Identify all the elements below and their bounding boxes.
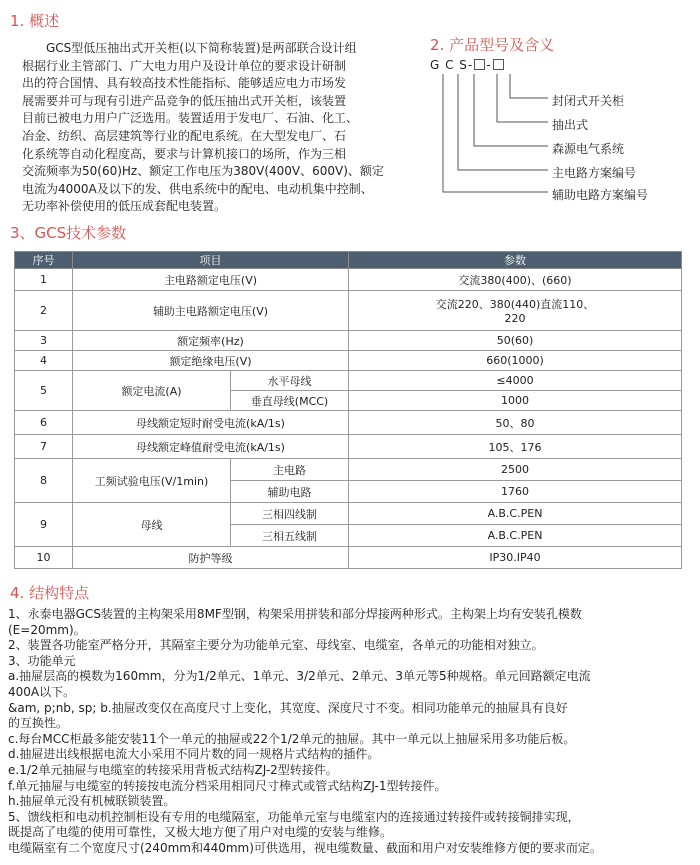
- table-row: [15, 291, 682, 331]
- row-subitem: 三相四线制: [231, 503, 349, 525]
- intro-line: 出的符合国情、具有较高技术性能指标、能够适应电力市场发: [22, 76, 347, 91]
- code-box-1: [474, 59, 485, 70]
- tech-params-table: [14, 251, 682, 569]
- row-subitem: 主电路: [231, 459, 349, 481]
- meaning-item: 辅助电路方案编号: [552, 188, 649, 202]
- intro-line: 目前已被电力用户广泛选用。装置适用于发电厂、石油、化工、: [22, 111, 359, 126]
- feature-line: 400A以下。: [8, 684, 76, 699]
- feature-line: d.抽屉进出线根据电流大小采用不同片数的同一规格片式结构的插件。: [8, 747, 380, 762]
- row-value: 105、176: [349, 435, 682, 459]
- feature-line: 3、功能单元: [8, 653, 76, 668]
- section-3-title: 3、GCS技术参数: [10, 224, 127, 242]
- intro-line: 冶金、纺织、高层建筑等行业的配电系统。在大型发电厂、石: [22, 128, 347, 143]
- row-no: 4: [15, 351, 73, 371]
- section-4-title: 4. 结构特点: [10, 584, 90, 602]
- table-row: [15, 459, 682, 481]
- row-item: 工频试验电压(V/1min): [73, 459, 231, 503]
- row-value-line: 交流220、380(440)直流110、: [435, 298, 595, 311]
- table-row: [15, 411, 682, 435]
- model-code-dash: -: [486, 58, 492, 72]
- feature-line: (E=20mm)。: [8, 622, 86, 637]
- feature-line: 既提高了电缆的使用可靠性，又极大地方便了用户对电缆的安装与维修。: [8, 825, 393, 840]
- row-value: 50(60): [349, 331, 682, 351]
- section-1-title: 1. 概述: [10, 12, 60, 30]
- row-no: 10: [15, 547, 73, 569]
- row-subitem: 三相五线制: [231, 525, 349, 547]
- table-row: [15, 269, 682, 291]
- row-value: A.B.C.PEN: [349, 525, 682, 547]
- overview-paragraph: [22, 40, 412, 216]
- feature-line: c.每台MCC柜最多能安装11个一单元的抽屉或22个1/2单元的抽屉。其中一单元以上抽屉采用多功能后板。: [8, 731, 576, 746]
- header-item: 项目: [73, 252, 349, 269]
- table-row: [15, 547, 682, 569]
- table-row: [15, 371, 682, 391]
- row-no: 3: [15, 331, 73, 351]
- row-no: 2: [15, 291, 73, 331]
- table-row: [15, 351, 682, 371]
- row-value: [349, 291, 682, 331]
- row-subitem: 辅助电路: [231, 481, 349, 503]
- row-no: 8: [15, 459, 73, 503]
- model-code-prefix: G C S-: [430, 58, 474, 72]
- row-item: 母线额定短时耐受电流(kA/1s): [73, 411, 349, 435]
- feature-line: e.1/2单元抽屉与电缆室的转接采用背板式结构ZJ-2型转接件。: [8, 762, 338, 777]
- feature-line: 电缆隔室有二个宽度尺寸(240mm和440mm)可供选用，视电缆数量、截面和用户对安装维修方便的要求而定。: [8, 840, 602, 855]
- structure-features: [8, 607, 694, 857]
- row-item: 防护等级: [73, 547, 349, 569]
- model-code: [430, 58, 505, 72]
- row-no: 9: [15, 503, 73, 547]
- row-value: 交流380(400)、(660): [349, 269, 682, 291]
- row-item: 额定频率(Hz): [73, 331, 349, 351]
- row-value: 2500: [349, 459, 682, 481]
- row-value: 50、80: [349, 411, 682, 435]
- table-row: [15, 503, 682, 525]
- row-no: 1: [15, 269, 73, 291]
- feature-line: 5、馈线柜和电动机控制柜设有专用的电缆隔室，功能单元室与电缆室内的连接通过转接件或转接铜排实现，: [8, 809, 580, 824]
- row-item: 辅助主电路额定电压(V): [73, 291, 349, 331]
- row-item: 主电路额定电压(V): [73, 269, 349, 291]
- meaning-item: 主电路方案编号: [552, 166, 637, 180]
- intro-line: 交流频率为50(60)Hz、额定工作电压为380V(400V、600V)、额定: [22, 164, 384, 179]
- feature-line: &am, p;nb, sp; b.抽屉改变仅在高度尺寸上变化，其宽度、深度尺寸不变。相同功能单元的抽屉具有良好: [8, 700, 568, 715]
- feature-line: f.单元抽屉与电缆室的转接按电流分档采用相同尺寸棒式或管式结构ZJ-1型转接件。: [8, 778, 447, 793]
- intro-line: GCS型低压抽出式开关柜(以下简称装置)是两部联合设计组: [46, 41, 357, 55]
- intro-line: 无功率补偿使用的低压成套配电装置。: [22, 199, 227, 214]
- intro-line: 电流为4000A及以下的发、供电系统中的配电、电动机集中控制、: [22, 181, 373, 196]
- code-box-2: [493, 59, 504, 70]
- intro-line: 展需要并可与现有引进产品竞争的低压抽出式开关柜，该装置: [22, 93, 347, 108]
- feature-line: 的互换性。: [8, 716, 69, 731]
- model-code-leader-lines: [430, 72, 550, 202]
- row-item: 母线额定峰值耐受电流(kA/1s): [73, 435, 349, 459]
- meaning-item: 森源电气系统: [552, 142, 625, 156]
- meaning-item: 抽出式: [552, 118, 589, 132]
- row-value: IP30.IP40: [349, 547, 682, 569]
- feature-line: 1、永泰电器GCS装置的主构架采用8MF型钢，构架采用拼装和部分焊接两种形式。主构架上均有安装孔模数: [8, 607, 582, 621]
- row-subitem: 水平母线: [231, 371, 349, 391]
- table-row: [15, 435, 682, 459]
- feature-line: 2、装置各功能室严格分开，其隔室主要分为功能单元室、母线室、电缆室，各单元的功能相对独立。: [8, 638, 544, 653]
- feature-line: a.抽屉层高的模数为160mm，分为1/2单元、1单元、3/2单元、2单元、3单元等5种规格。单元回路额定电流: [8, 669, 591, 684]
- row-value: 1760: [349, 481, 682, 503]
- row-item: 母线: [73, 503, 231, 547]
- row-value-line: 220: [504, 312, 526, 325]
- intro-line: 化系统等自动化程度高，要求与计算机接口的场所，作为三相: [22, 146, 347, 161]
- row-subitem: 垂直母线(MCC): [231, 391, 349, 411]
- meaning-item: 封闭式开关柜: [552, 94, 625, 108]
- row-item: 额定绝缘电压(V): [73, 351, 349, 371]
- feature-line: h.抽屉单元没有机械联锁装置。: [8, 794, 176, 809]
- row-value: A.B.C.PEN: [349, 503, 682, 525]
- row-no: 7: [15, 435, 73, 459]
- row-no: 6: [15, 411, 73, 435]
- row-value: ≤4000: [349, 371, 682, 391]
- section-2-title: 2. 产品型号及含义: [430, 36, 555, 54]
- row-item: 额定电流(A): [73, 371, 231, 411]
- row-no: 5: [15, 371, 73, 411]
- header-no: 序号: [15, 252, 73, 269]
- row-value: 660(1000): [349, 351, 682, 371]
- row-value: 1000: [349, 391, 682, 411]
- table-row: [15, 331, 682, 351]
- header-value: 参数: [349, 252, 682, 269]
- intro-line: 根据行业主管部门、广大电力用户及设计单位的要求设计研制: [22, 58, 347, 73]
